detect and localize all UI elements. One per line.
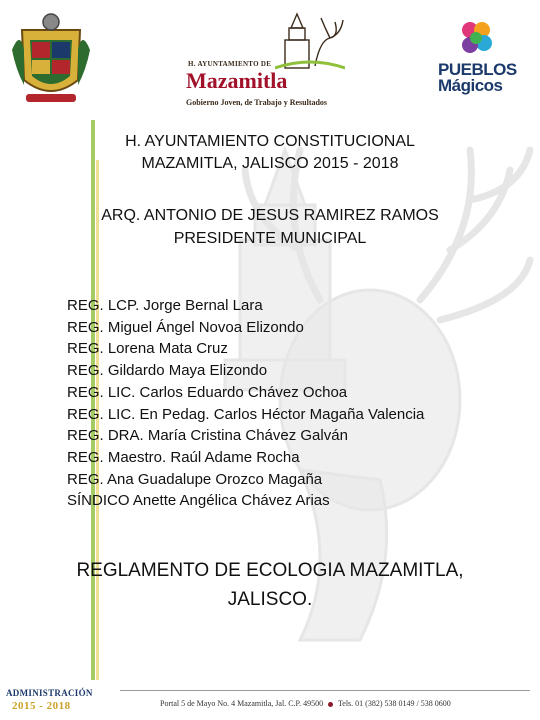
coat-of-arms-icon: [12, 10, 90, 105]
list-item: REG. Ana Guadalupe Orozco Magaña: [67, 470, 323, 488]
pueblos-magicos-logo: [436, 18, 516, 98]
bullet-icon: [328, 702, 333, 707]
pueblos-magicos-flower-icon: [456, 18, 496, 58]
magicos-word: Mágicos: [438, 76, 503, 95]
footer-address: Portal 5 de Mayo No. 4 Mazamitla, Jal. C.P. 49500: [160, 699, 324, 708]
heading-line-2: MAZAMITLA, JALISCO 2015 - 2018: [141, 155, 399, 172]
list-item: REG. LCP. Jorge Bernal Lara: [67, 297, 263, 314]
list-item: REG. Gildardo Maya Elizondo: [67, 362, 268, 380]
list-item: SÍNDICO Anette Angélica Chávez Arias: [67, 492, 330, 510]
ayuntamiento-logo: [180, 8, 350, 108]
admin-label: ADMINISTRACIÓN: [6, 688, 93, 698]
admin-years: 2015 - 2018: [12, 700, 71, 712]
footer-phones: Tels. 01 (382) 538 0149 / 538 0600: [337, 699, 451, 708]
list-item: REG. Miguel Ángel Novoa Elizondo: [67, 318, 304, 336]
footer-contact: [160, 699, 451, 708]
list-item: REG. LIC. Carlos Eduardo Chávez Ochoa: [67, 383, 348, 401]
ayuntamiento-small-label: H. AYUNTAMIENTO DE: [188, 60, 272, 68]
mazamitla-wordmark: Mazamitla: [186, 68, 288, 93]
pueblos-word: PUEBLOS: [438, 60, 517, 79]
president-name: ARQ. ANTONIO DE JESUS RAMIREZ RAMOS: [101, 207, 439, 224]
church-deer-logo-icon: [275, 10, 345, 70]
council-members-list: [67, 295, 424, 512]
list-item: REG. DRA. María Cristina Chávez Galván: [67, 427, 348, 445]
list-item: REG. Maestro. Raúl Adame Rocha: [67, 448, 300, 466]
list-item: REG. Lorena Mata Cruz: [67, 340, 228, 358]
list-item: REG. LIC. En Pedag. Carlos Héctor Magaña Valencia: [67, 405, 425, 423]
document-title-line-2: JALISCO.: [227, 589, 313, 610]
document-title-line-1: REGLAMENTO DE ECOLOGIA MAZAMITLA,: [76, 560, 464, 581]
footer-divider: [120, 690, 530, 691]
heading-line-1: H. AYUNTAMIENTO CONSTITUCIONAL: [125, 133, 415, 150]
logo-tagline: Gobierno Joven, de Trabajo y Resultados: [186, 98, 328, 107]
president-title: PRESIDENTE MUNICIPAL: [173, 230, 367, 247]
